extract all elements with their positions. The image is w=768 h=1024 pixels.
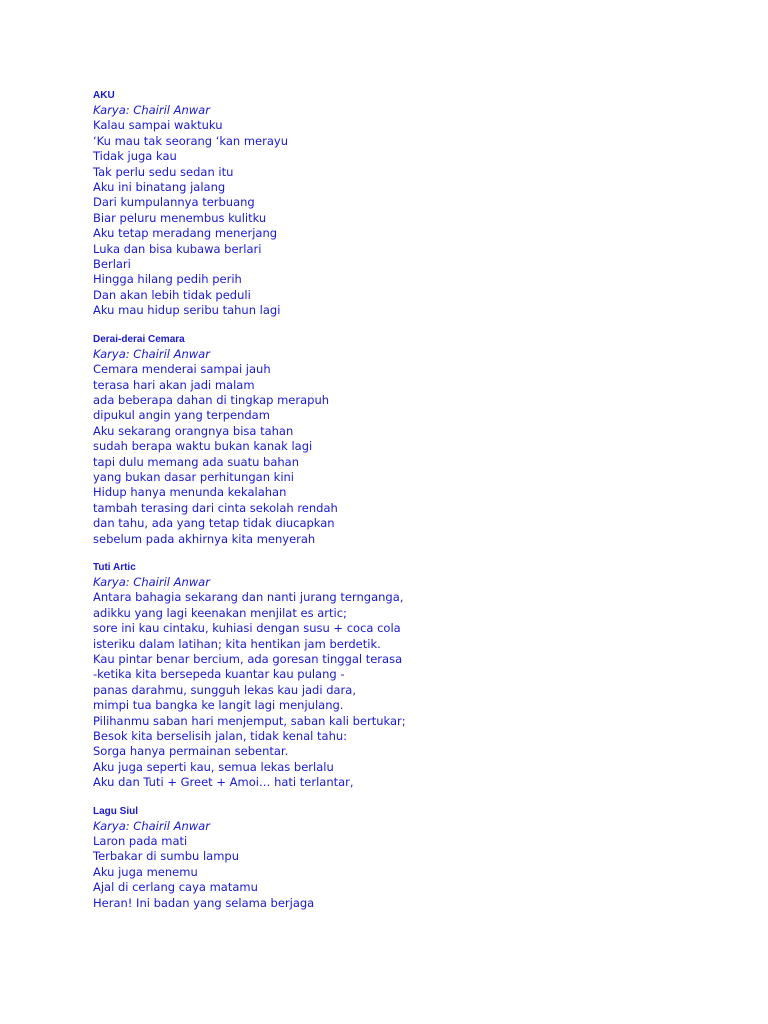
- poem-line: sebelum pada akhirnya kita menyerah: [93, 531, 316, 546]
- poem-line: tapi dulu memang ada suatu bahan: [93, 454, 300, 469]
- poem-line: Aku sekarang orangnya bisa tahan: [93, 423, 294, 438]
- poem-line: Aku dan Tuti + Greet + Amoi… hati terlantar,: [93, 775, 354, 790]
- poem-title: Lagu Siul: [93, 805, 138, 817]
- poem-line: Aku ini binatang jalang: [93, 180, 226, 195]
- poem-line: ‘Ku mau tak seorang ‘kan merayu: [93, 133, 289, 148]
- poem-line: sudah berapa waktu bukan kanak lagi: [93, 439, 313, 454]
- poem-line: Aku juga seperti kau, semua lekas berlalu: [93, 759, 334, 774]
- poem-line: Aku juga menemu: [93, 864, 198, 879]
- poem-line: isteriku dalam latihan; kita hentikan jam berdetik.: [93, 636, 381, 651]
- poem-lines: [93, 590, 713, 790]
- poem-section: [93, 805, 713, 911]
- poem-line: Biar peluru menembus kulitku: [93, 210, 267, 225]
- poem-line: yang bukan dasar perhitungan kini: [93, 469, 295, 484]
- poem-line: Dan akan lebih tidak peduli: [93, 287, 251, 302]
- poem-line: Kalau sampai waktuku: [93, 118, 223, 133]
- poem-line: Hidup hanya menunda kekalahan: [93, 485, 287, 500]
- poem-line: panas darahmu, sungguh lekas kau jadi dara,: [93, 682, 356, 697]
- poem-title: AKU: [93, 90, 115, 101]
- poem-line: Heran! Ini badan yang selama berjaga: [93, 895, 315, 910]
- poem-line: Terbakar di sumbu lampu: [93, 849, 240, 864]
- poem-line: Pilihanmu saban hari menjemput, saban kali bertukar;: [93, 713, 406, 728]
- poem-line: Berlari: [93, 257, 131, 272]
- document-page: [93, 89, 713, 925]
- poem-line: tambah terasing dari cinta sekolah rendah: [93, 500, 338, 515]
- poem-author: Karya: Chairil Anwar: [93, 346, 210, 361]
- poem-title: Tuti Artic: [93, 561, 136, 573]
- poem-lines: [93, 118, 713, 318]
- poem-line: Laron pada mati: [93, 834, 188, 849]
- poem-line: dipukul angin yang terpendam: [93, 408, 270, 423]
- poem-lines: [93, 362, 713, 547]
- poem-line: Sorga hanya permainan sebentar.: [93, 744, 289, 759]
- poem-line: Cemara menderai sampai jauh: [93, 362, 271, 377]
- poem-line: ada beberapa dahan di tingkap merapuh: [93, 392, 330, 407]
- poem-line: terasa hari akan jadi malam: [93, 377, 255, 392]
- poem-line: Tidak juga kau: [93, 149, 177, 164]
- poem-line: adikku yang lagi keenakan menjilat es artic;: [93, 605, 347, 620]
- poem-line: -ketika kita bersepeda kuantar kau pulang -: [93, 667, 345, 682]
- poem-line: Tak perlu sedu sedan itu: [93, 164, 234, 179]
- poem-line: sore ini kau cintaku, kuhiasi dengan susu + coca cola: [93, 621, 401, 636]
- poem-line: Antara bahagia sekarang dan nanti jurang ternganga,: [93, 590, 404, 605]
- poem-section: [93, 561, 713, 791]
- poem-title: Derai-derai Cemara: [93, 333, 185, 345]
- poem-line: Aku tetap meradang menerjang: [93, 226, 278, 241]
- poem-line: Ajal di cerlang caya matamu: [93, 880, 258, 895]
- poem-line: Kau pintar benar bercium, ada goresan tinggal terasa: [93, 652, 403, 666]
- poem-line: Aku mau hidup seribu tahun lagi: [93, 303, 281, 318]
- poem-line: Luka dan bisa kubawa berlari: [93, 241, 262, 256]
- poem-author: Karya: Chairil Anwar: [93, 574, 210, 589]
- poem-line: mimpi tua bangka ke langit lagi menjulang.: [93, 698, 344, 713]
- poem-line: Hingga hilang pedih perih: [93, 272, 242, 287]
- poem-line: dan tahu, ada yang tetap tidak diucapkan: [93, 516, 335, 531]
- poem-line: Dari kumpulannya terbuang: [93, 195, 255, 210]
- poem-section: [93, 89, 713, 319]
- poem-line: Besok kita berselisih jalan, tidak kenal tahu:: [93, 729, 348, 744]
- poem-author: Karya: Chairil Anwar: [93, 818, 210, 833]
- poem-section: [93, 333, 713, 547]
- poem-author: Karya: Chairil Anwar: [93, 103, 210, 117]
- poem-lines: [93, 834, 713, 911]
